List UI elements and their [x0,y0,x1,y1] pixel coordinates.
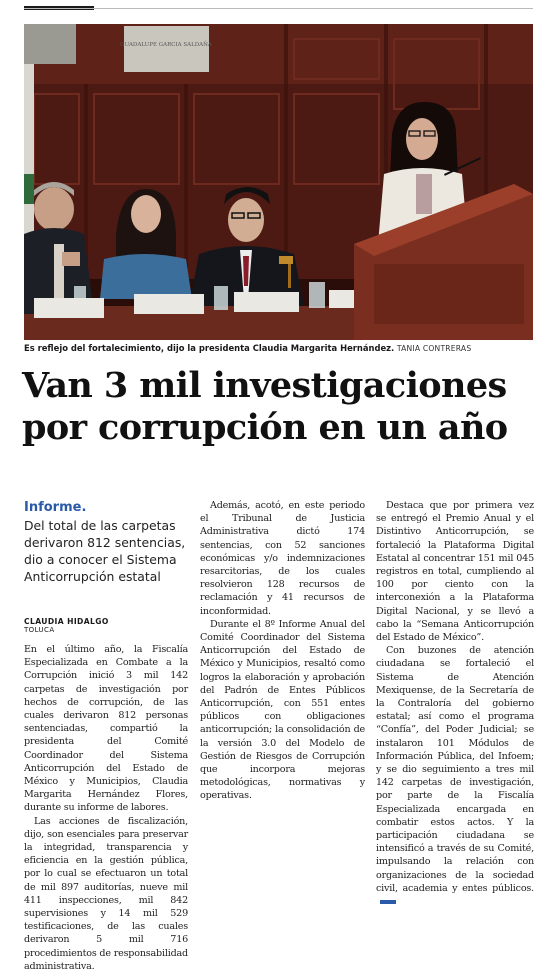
byline-place: TOLUCA [24,626,55,634]
photo-caption [24,343,544,353]
news-photo [24,24,533,340]
body-paragraph-6-text: Con buzones de atención ciudadana se fortaleció el Sistema de Atención Mexiquense, de la Secretaría de la Contraloría del gobierno estatal; así como el programa “Confía”, del Poder Judicial; se instalaron 101 Módulos de Información Pública, del Infoem; y se dio seguimiento a tres mil 142 carpetas de investigación, por parte de la Fiscalía Especializada encargada en combatir estos actos. Y la participación ciudadana se intensificó a través de su Comité, impulsando la relación con organizaciones de la sociedad civil, academia y entes públicos. [376,645,534,894]
body-paragraph-6 [376,644,534,908]
column-3 [376,499,534,908]
kicker: Informe. [24,500,87,515]
dek: Del total de las carpetas derivaron 812 sentencias, dio a conocer el Sistema Anticorrupción estatal [24,518,186,584]
column-2 [200,499,365,803]
lead-block [24,500,186,585]
body-paragraph-2: Las acciones de fiscalización, dijo, son esenciales para preservar la integridad, transparencia y eficiencia en la gestión pública, por lo cual se efectuaron un total de mil 897 auditorías, nueve mil 411 inspecciones, mil 842 supervisiones y 14 mil 529 testificaciones, de las cuales derivaron 5 mil 716 procedimientos de responsabilidad administrativa. [24,815,188,972]
byline-author: CLAUDIA HIDALGO [24,617,109,626]
headline [22,365,552,449]
photo-credit: TANIA CONTRERAS [396,344,472,353]
body-paragraph-3: Además, acotó, en este periodo el Tribunal de Justicia Administrativa dictó 174 sentencias, con 52 sanciones económicas y/o indemnizaciones resarcitorias, de los cuales resolvieron 128 recursos de reclamación y 41 recursos de inconformidad. [200,500,365,617]
body-paragraph-4: Durante el 8º Informe Anual del Comité Coordinador del Sistema Anticorrupción del Estado de México y Municipios, resaltó como logros la elaboración y aprobación del Padrón de Entes Públicos Anticorrupción, con 551 entes públicos con obligaciones anticorrupción; la consolidación de la versión 3.0 del Modelo de Gestión de Riesgos de Corrupción que incorpora mejoras metodológicas, normativas y operativas. [200,618,365,802]
column-1 [24,643,188,973]
body-paragraph-1: En el último año, la Fiscalía Especializada en Combate a la Corrupción inició 3 mil 142 carpetas de investigación por hechos de corrupción, de las cuales derivaron 812 personas sentenciadas, compartió la presidenta del Comité Coordinador del Sistema Anticorrupción del Estado de México y Municipios, Claudia Margarita Hernández Flores, durante su informe de labores. [24,644,188,814]
top-rule [24,8,533,9]
caption-text: Es reflejo del fortalecimiento, dijo la presidenta Claudia Margarita Hernández. [24,343,395,353]
body-paragraph-5: Destaca que por primera vez se entregó el Premio Anual y el Distintivo Anticorrupción, se fortaleció la Plataforma Digital Estatal al concentrar 151 mil 045 registros en total, cumpliendo al 100 por ciento con la interconexión a la Plataforma Digital Nacional, y se llevó a cabo la “Semana Anticorrupción del Estado de México”. [376,500,534,644]
headline-line-2: por corrupción en un año [22,407,508,448]
headline-line-1: Van 3 mil investigaciones [22,365,507,406]
end-mark [380,900,396,904]
byline [24,617,109,634]
plaque-text: GUADALUPE GARCIA SALDAÑA [120,42,212,48]
